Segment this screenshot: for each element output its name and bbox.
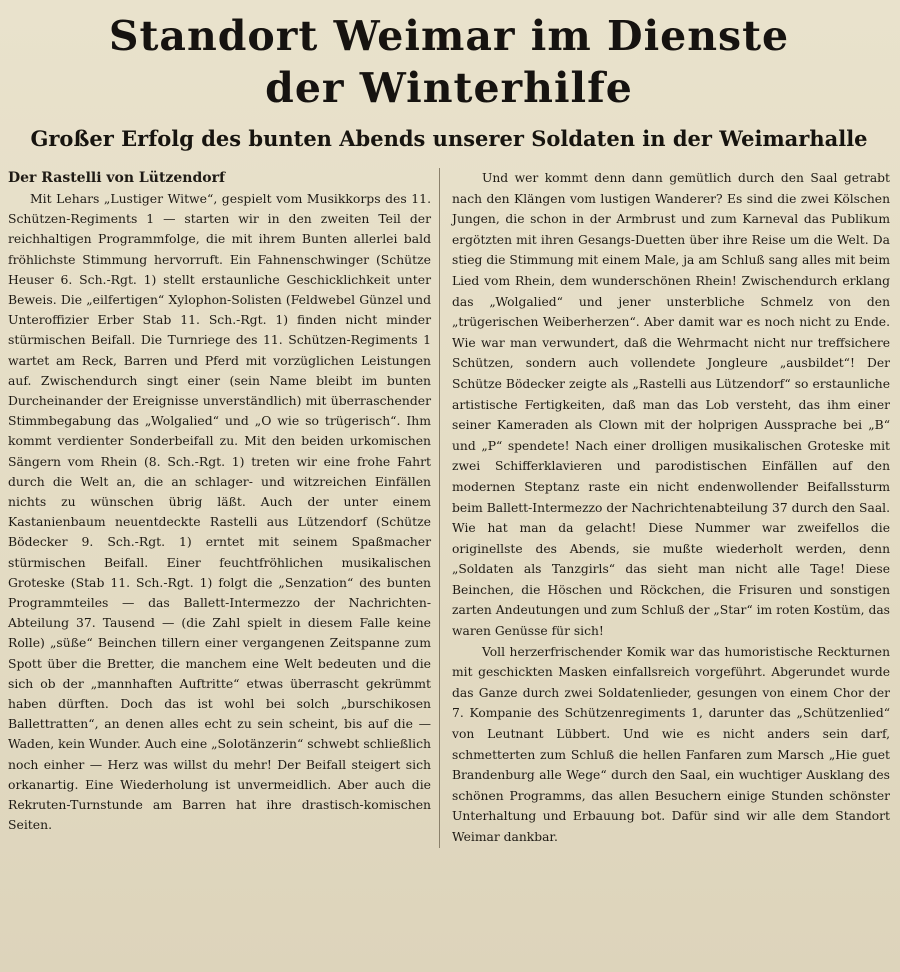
column-divider [439, 168, 440, 848]
left-column-paragraph: Mit Lehars „Lustiger Witwe“, gespielt vom Musikkorps des 11. Schützen-Regiments 1 — starten wir in den zweiten Teil der reichhaltigen Programmfolge, die mit ihrem Bunten allerlei bald fröhlichste Stimmung hervorruft. Ein Fahnenschwinger (Schütze Heuser 6. Sch.-Rgt. 1) stellt erstaunliche Geschicklichkeit unter Beweis. Die „eilfertigen“ Xylophon-Solisten (Feldwebel Günzel und Unteroffizier Erber Stab 11. Sch.-Rgt. 1) finden nicht minder stürmischen Beifall. Die Turnriege des 11. Schützen-Regiments 1 wartet am Reck, Barren und Pferd mit vorzüglichen Leistungen auf. Zwischendurch singt einer (sein Name bleibt im bunten Durcheinander der Ereignisse unverständlich) mit überraschender Stimmbegabung das „Wolgalied“ und „O wie so trügerisch“. Ihm kommt verdienter Sonderbeifall zu. Mit den beiden urkomischen Sängern vom Rhein (8. Sch.-Rgt. 1) treten wir eine frohe Fahrt durch die Welt an, die an schlager- und witzreichen Einfällen nichts zu wünschen übrig läßt. Auch der unter einem Kastanienbaum neuentdeckte Rastelli aus Lützendorf (Schütze Bödecker 9. Sch.-Rgt. 1) erntet mit seinem Spaßmacher stürmischen Beifall. Einer feuchtfröhlichen musikalischen Groteske (Stab 11. Sch.-Rgt. 1) folgt die „Senzation“ des bunten Programmteiles — das Ballett-Intermezzo der Nachrichten-Abteilung 37. Tausend — (die Zahl spielt in diesem Falle keine Rolle) „süße“ Beinchen tillern einer vergangenen Zeitspanne zum Spott über die Bretter, die manchem eine Welt bedeuten und die sich ob der „mannhaften Auftritte“ etwas überrascht gekrümmt haben dürften. Doch das ist wohl bei solch „burschikosen Ballettratten“, an denen alles echt zu sein scheint, bis auf die — Waden, kein Wunder. Auch eine „Solotänzerin“ schwebt schließlich noch einher — Herz was willst du mehr! Der Beifall steigert sich orkanartig. Eine Wiederholung ist unvermeidlich. Aber auch die Rekruten-Turnstunde am Barren hat ihre drastisch-komischen Seiten. [8, 191, 432, 833]
subheadline: Großer Erfolg des bunten Abends unserer Soldaten in der Weimarhalle [30, 126, 868, 151]
right-column-paragraph-1: Und wer kommt denn dann gemütlich durch den Saal getrabt nach den Klängen vom lustigen Wanderer? Es sind die zwei Kölschen Jungen, die schon in der Armbrust und zum Karneval das Publikum ergötzten mit ihren Gesangs-Duetten über ihre Reise um die Welt. Da stieg die Stimmung mit einem Male, ja am Schluß sang alles mit beim Lied vom Rhein, dem wunderschönen Rhein! Zwischendurch erklang das „Wolgalied“ und jener unsterbliche Schmelz von den „trügerischen Weiberherzen“. Aber damit war es noch nicht zu Ende. Wie war man verwundert, daß die Wehrmacht nicht nur treffsichere Schützen, sondern auch vollendete Jongleure „ausbildet“! Der Schütze Bödecker zeigte als „Rastelli aus Lützendorf“ so erstaunliche artistische Fertigkeiten, daß man das Lob versteht, das ihm einer seiner Kameraden als Clown mit der holprigen Aussprache bei „B“ und „P“ spendete! Nach einer drolligen musikalischen Groteske mit zwei Schifferklavieren und parodistischen Einfällen auf den modernen Steptanz raste ein nicht endenwollender Beifallssturm beim Ballett-Intermezzo der Nachrichtenabteilung 37 durch den Saal. Wie hat man da gelacht! Diese Nummer war zweifellos die originellste des Abends, sie mußte wiederholt werden, denn „Soldaten als Tanzgirls“ das sieht man nicht alle Tage! Diese Beinchen, die Höschen und Röckchen, die Frisuren und sonstigen zarten Andeutungen und zum Schluß der „Star“ im roten Kostüm, das waren Genüsse für sich! [452, 171, 890, 639]
article-columns [8, 168, 890, 848]
right-column [448, 168, 890, 848]
headline [8, 10, 890, 114]
right-column-paragraph-2: Voll herzerfrischender Komik war das humoristische Reckturnen mit geschickten Masken einfallsreich vorgeführt. Abgerundet wurde das Ganze durch zwei Soldatenlieder, gesungen von einem Chor der 7. Kompanie des Schützenregiments 1, darunter das „Schützenlied“ von Leutnant Lübbert. Und wie es nicht anders sein darf, schmetterten zum Schluß die hellen Fanfaren zum Marsch „Hie guet Brandenburg alle Wege“ durch den Saal, ein wuchtiger Ausklang des schönen Programms, das allen Besuchern einige Stunden schönster Unterhaltung und Erbauung bot. Dafür sind wir alle dem Standort Weimar dankbar. [452, 644, 890, 844]
left-column [8, 168, 437, 836]
headline-line-2: der Winterhilfe [265, 64, 633, 112]
headline-line-1: Standort Weimar im Dienste [108, 12, 790, 60]
section-title: Der Rastelli von Lützendorf [8, 170, 225, 186]
